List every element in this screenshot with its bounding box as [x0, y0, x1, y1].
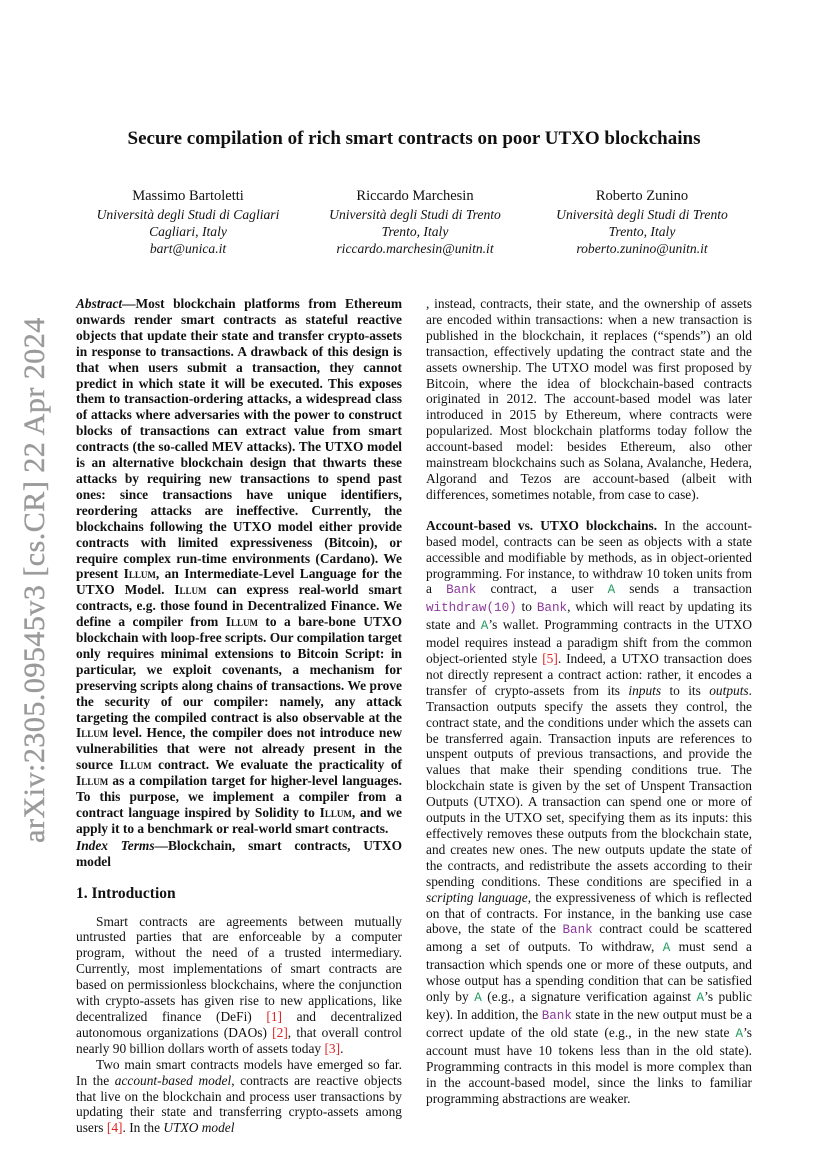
code-bank: Bank [562, 923, 593, 938]
author-affiliation: Università degli Studi di Trento [329, 207, 501, 222]
author-email: bart@unica.it [149, 241, 227, 256]
intro-paragraph-2-continued: , instead, contracts, their state, and the ownership of assets are encoded within transactions: when a new transaction is published in the blockchain, it replaces (“spends”) an old transaction, effectively updating the contract state and the assets ownership. The UTXO model was first proposed by Bitcoin, where the idea of blockchain-based contracts originated in 2012. The account-based model was later introduced in 2015 by Ethereum, where contracts were popularized. Most blockchain platforms today follow the account-based model: besides Ethereum, also other mainstream blockchains such as Solana, Avalanche, Hedera, Algorand and Tezos are account-based (albeit with differences, sometimes notable, from case to case). [426, 296, 752, 502]
author-location: Trento, Italy [608, 224, 676, 239]
author-name: Roberto Zunino [595, 188, 689, 204]
intro-paragraph-2: Two main smart contracts models have emerged so far. In the account-based model, contracts are reactive objects that live on the blockchain and process user transactions by updating their state and transferring crypto-assets among users [4]. In the UTXO model [76, 1056, 402, 1136]
paragraph-account-vs-utxo: Account-based vs. UTXO blockchains. In the account-based model, contracts can be seen as objects with a state accessible and modifiable by methods, as in object-oriented programming. For instance, to withdraw 10 token units from a Bank contract, a user A sends a transaction withdraw(10) to Bank, which will react by updating its state and A’s wallet. Programming contracts in the UTXO model requires instead a paradigm shift from the common object-oriented style [5]. Indeed, a UTXO transaction does not directly represent a contract action: rather, it encodes a transfer of crypto-assets from its inputs to its outputs. Transaction outputs specify the assets they control, the contract state, and the conditions under which the assets can be transferred again. Transaction inputs are references to unspent outputs of previous transactions, and provide the values that make their spending conditions true. The blockchain state is given by the set of Unspent Transaction Outputs (UTXO). A transaction can spend one or more of outputs in the UTXO set, specifying them as its inputs: this effectively removes these outputs from the blockchain state, and creates new ones. The new outputs update the state of the contracts, and redistribute the assets according to their spending conditions. These conditions are specified in a scripting language, the expressiveness of which is reflected on that of contracts. For instance, in the banking use case above, the state of the Bank contract could be scattered among a set of outputs. To withdraw, A must send a transaction which spends one or more of these outputs, and whose output has a spending condition that can be satisfied only by A (e.g., a signature verification against A’s public key). In addition, the Bank state in the new output must be a correct update of the old state (e.g., in the new state A’s account must have 10 tokens less than in the old state). Programming contracts in this model is more complex than in the account-based model, since the links to familiar programming abstractions are weaker. [426, 517, 753, 1106]
intro-paragraph-1: Smart contracts are agreements between mutually untrusted parties that are enforceable by a computer program, without the need of a trusted intermediary. Currently, most implementations of smart contracts are based on permissionless blockchains, where the conjunction with crypto-assets has given rise to new applications, like decentralized finance (DeFi) [1] and decentralized autonomous organizations (DAOs) [2], that overall control nearly 90 billion dollars worth of assets today [3]. [76, 913, 402, 1056]
abstract: Abstract—Most blockchain platforms from Ethereum onwards render smart contracts as stateful reactive objects that update their state and transfer crypto-assets in response to transactions. A drawback of this design is that when users submit a transaction, they cannot predict in which state it will be executed. This exposes them to transaction-ordering attacks, a widespread class of attacks where adversaries with the power to construct blocks of transactions can extract value from smart contracts (the so-called MEV attacks). The UTXO model is an alternative blockchain design that thwarts these attacks by requiring new transactions to spend past ones: since transactions have unique identifiers, reordering attacks are ineffective. Currently, the blockchains following the UTXO model either provide contracts with limited expressiveness (Bitcoin), or require complex run-time environments (Cardano). We present Illum, an Intermediate-Level Language for the UTXO Model. Illum can express real-world smart contracts, e.g. those found in Decentralized Finance. We define a compiler from Illum to a bare-bone UTXO blockchain with loop-free scripts. Our compilation target only requires minimal extensions to Bitcoin Script: in particular, we exploit covenants, a mechanism for preserving scripts along chains of transactions. We prove the security of our compiler: namely, any attack targeting the compiled contract is also observable at the Illum level. Hence, the compiler does not introduce new vulnerabilities that were not already present in the source Illum contract. We evaluate the practicality of Illum as a compilation target for higher-level languages. To this purpose, we implement a compiler from a contract language inspired by Solidity to Illum, and we apply it to a benchmark or real-world smart contracts. [76, 296, 403, 836]
left-column [76, 296, 402, 1136]
right-column [426, 296, 752, 1106]
code-withdraw: withdraw(10) [426, 601, 517, 616]
code-user-a: A [696, 991, 705, 1006]
code-user-a: A [607, 583, 616, 598]
author-block [75, 188, 755, 257]
author-email: riccardo.marchesin@unitn.it [336, 241, 494, 256]
code-user-a: A [474, 991, 482, 1006]
arxiv-identifier: arXiv:2305.09545v3 [cs.CR] 22 Apr 2024 [18, 317, 51, 843]
author-name: Massimo Bartoletti [132, 188, 244, 204]
paper-title: Secure compilation of rich smart contracts on poor UTXO blockchains [127, 128, 701, 149]
index-terms: Index Terms—Blockchain, smart contracts, UTXO model [76, 837, 402, 869]
citation-link[interactable]: [4] [106, 1120, 123, 1136]
code-user-a: A [735, 1026, 744, 1041]
author-1 [75, 188, 301, 257]
citation-link[interactable]: [3] [324, 1040, 341, 1056]
author-location: Trento, Italy [381, 224, 449, 239]
author-email: roberto.zunino@unitn.it [576, 241, 708, 256]
author-affiliation: Università degli Studi di Cagliari [96, 207, 280, 222]
citation-link[interactable]: [1] [266, 1008, 283, 1024]
abstract-label: Abstract [76, 296, 123, 311]
author-location: Cagliari, Italy [149, 224, 227, 239]
code-user-a: A [662, 941, 671, 956]
paragraph-heading: Account-based vs. UTXO blockchains. [426, 517, 658, 533]
section-heading-introduction: 1. Introduction [76, 884, 176, 902]
code-bank: Bank [446, 583, 477, 598]
code-user-a: A [480, 619, 489, 634]
citation-link[interactable]: [2] [272, 1024, 288, 1040]
code-bank: Bank [536, 601, 568, 616]
citation-link[interactable]: [5] [542, 651, 558, 667]
author-2 [302, 188, 528, 257]
arxiv-sidebar [10, 317, 60, 843]
author-name: Riccardo Marchesin [356, 188, 474, 204]
author-3 [529, 188, 755, 257]
author-affiliation: Università degli Studi di Trento [556, 207, 728, 222]
code-bank: Bank [541, 1008, 572, 1023]
